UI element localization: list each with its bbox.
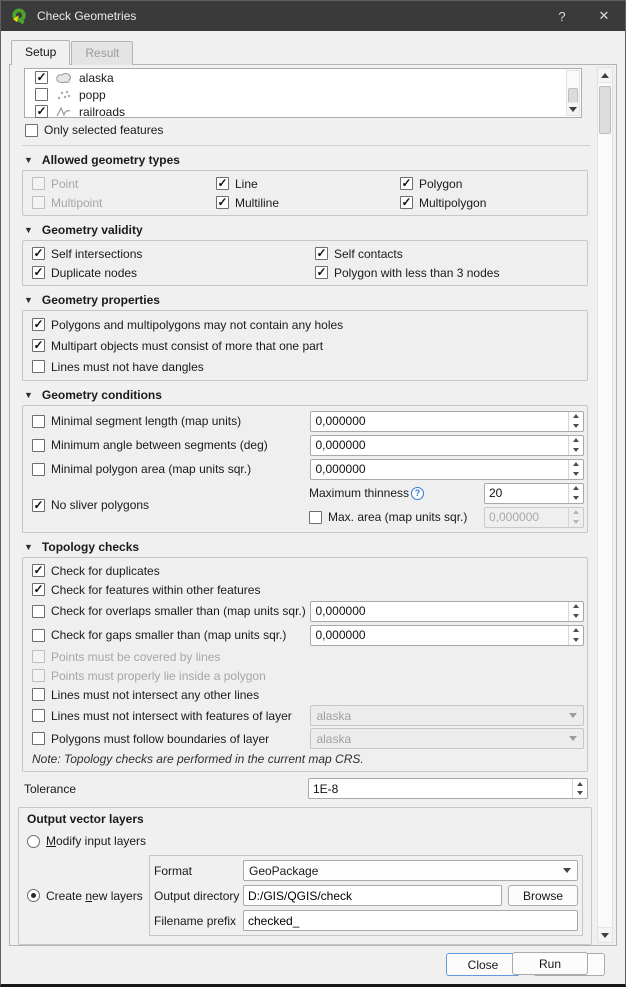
collapse-arrow-icon: ▼ <box>24 224 33 235</box>
layer-list-scrollbar[interactable] <box>566 70 580 116</box>
multipoint-checkbox <box>32 196 45 209</box>
max-area-spinbox <box>484 507 584 528</box>
output-settings-frame <box>149 855 583 936</box>
multipart-checkbox[interactable]: ✓ <box>33 338 44 352</box>
spin-up-icon <box>569 436 583 446</box>
layer-row-alaska[interactable] <box>25 69 581 86</box>
max-area-checkbox[interactable] <box>309 511 322 524</box>
self-intersections-checkbox[interactable]: ✓ <box>33 246 44 260</box>
overlaps-spinbox[interactable] <box>310 601 584 622</box>
divider <box>22 145 590 146</box>
scrollbar-thumb[interactable] <box>599 86 611 134</box>
spin-down-icon <box>569 635 583 645</box>
gaps-spinbox[interactable] <box>310 625 584 646</box>
section-title: Geometry properties <box>41 292 160 307</box>
polygon-boundaries-checkbox[interactable] <box>32 732 45 745</box>
maximum-thinness-label: Maximum thinness <box>308 486 410 500</box>
line-checkbox[interactable]: ✓ <box>217 176 228 190</box>
only-selected-row[interactable] <box>25 121 592 139</box>
intersect-layer-combobox: alaska <box>310 705 584 726</box>
section-allowed-geometry-types[interactable] <box>24 151 592 168</box>
qgis-logo-icon <box>10 7 28 25</box>
boundaries-layer-combobox: alaska <box>310 728 584 749</box>
chevron-down-icon <box>569 713 577 718</box>
modify-input-layers-radio[interactable] <box>27 835 40 848</box>
spin-down-icon <box>573 789 587 799</box>
scroll-down-icon[interactable] <box>567 102 579 115</box>
format-combobox[interactable]: GeoPackage <box>243 860 578 881</box>
maximum-thinness-spinbox[interactable] <box>484 483 584 504</box>
browse-button[interactable]: Browse <box>508 885 578 906</box>
create-new-layers-radio[interactable] <box>27 889 40 902</box>
spin-down-icon <box>569 421 583 431</box>
section-title: Topology checks <box>41 539 140 554</box>
close-window-icon[interactable]: ✕ <box>598 8 610 23</box>
collapse-arrow-icon: ▼ <box>24 389 33 400</box>
points-inside-polygon-checkbox <box>32 669 45 682</box>
polygon-layer-icon <box>55 72 72 84</box>
collapse-arrow-icon: ▼ <box>24 294 33 305</box>
create-new-layers-option[interactable]: Create new layers <box>27 889 149 903</box>
layer-name: popp <box>79 87 106 102</box>
modify-input-layers-option[interactable]: Modify input layers <box>27 831 583 851</box>
run-button[interactable]: Run <box>512 952 588 975</box>
spin-up-icon <box>569 484 583 494</box>
help-hint-icon[interactable]: ? <box>411 487 424 500</box>
topology-note: Note: Topology checks are performed in the current map CRS. <box>32 752 364 766</box>
spin-up-icon <box>569 460 583 470</box>
spin-up-icon <box>569 626 583 636</box>
chevron-down-icon <box>563 868 571 873</box>
min-segment-length-checkbox[interactable] <box>32 415 45 428</box>
line-layer-icon <box>55 106 72 118</box>
self-contacts-checkbox[interactable]: ✓ <box>316 246 327 260</box>
duplicate-nodes-checkbox[interactable]: ✓ <box>33 265 44 279</box>
tab-result: Result <box>71 41 133 65</box>
features-within-checkbox[interactable]: ✓ <box>33 582 44 596</box>
section-title: Geometry validity <box>41 222 143 237</box>
geometry-conditions-box: Minimal segment length (map units) 0,000000 Minimum angle between segments (deg) 0,000000 Minimal polygon area (map units sqr.) 0,000000 ✓ No sliver polygons Maximum thinness ? 20 Max. area (map units sqr.) 0,000000 <box>22 405 588 533</box>
tab-bar <box>11 41 617 65</box>
layer-row-popp[interactable] <box>25 86 581 103</box>
spin-up-icon <box>573 779 587 789</box>
point-layer-icon <box>55 89 72 101</box>
tolerance-row <box>18 776 592 801</box>
input-layer-list[interactable] <box>24 68 582 118</box>
only-selected-label: Only selected features <box>44 123 164 137</box>
section-geometry-conditions[interactable] <box>24 386 592 403</box>
layer-checkbox[interactable]: ✓ <box>36 70 47 84</box>
layer-name: alaska <box>79 70 114 85</box>
spin-down-icon <box>569 611 583 621</box>
min-segment-length-spinbox[interactable] <box>310 411 584 432</box>
points-covered-checkbox <box>32 650 45 663</box>
geometry-validity-box: ✓ Self intersections ✓ Self contacts ✓ Duplicate nodes ✓ Polygon with less than 3 nodes <box>22 240 588 286</box>
chevron-down-icon <box>569 736 577 741</box>
min-polygon-area-spinbox[interactable] <box>310 459 584 480</box>
layer-checkbox[interactable]: ✓ <box>36 104 47 118</box>
spin-down-icon <box>569 493 583 503</box>
section-geometry-properties[interactable] <box>24 291 592 308</box>
multiline-checkbox[interactable]: ✓ <box>217 195 228 209</box>
filename-prefix-label: Filename prefix <box>154 913 237 928</box>
layer-name: railroads <box>79 104 126 119</box>
spin-up-icon <box>569 412 583 422</box>
check-duplicates-checkbox[interactable]: ✓ <box>33 563 44 577</box>
section-title: Geometry conditions <box>41 387 162 402</box>
gaps-checkbox[interactable] <box>32 629 45 642</box>
section-geometry-validity[interactable] <box>24 221 592 238</box>
lines-intersect-layer-checkbox[interactable] <box>32 709 45 722</box>
spin-down-icon <box>569 469 583 479</box>
allowed-geometry-box: Point ✓ Line ✓ Polygon Multipoint ✓ Multiline ✓ Multipolygon <box>22 170 588 216</box>
multipolygon-checkbox[interactable]: ✓ <box>401 195 412 209</box>
title-bar[interactable] <box>1 1 625 31</box>
filename-prefix-input[interactable] <box>243 910 578 931</box>
no-holes-checkbox[interactable]: ✓ <box>33 317 44 331</box>
overlaps-checkbox[interactable] <box>32 605 45 618</box>
dangles-checkbox[interactable] <box>32 360 45 373</box>
min-angle-checkbox[interactable] <box>32 439 45 452</box>
tolerance-spinbox[interactable] <box>308 778 588 799</box>
section-topology-checks[interactable] <box>24 538 592 555</box>
topology-checks-box: ✓ Check for duplicates ✓ Check for features within other features Check for overlaps smaller than (map units sqr.) 0,000000 Check for gaps smaller than (map units sqr.) 0,000000 Points must be covered by lines Points must properly lie inside a polygon Lines must not intersect any other lines Lines must not intersect with features of layer alaska Polygons must follow boundaries of layer alaska Note: Topology checks are performed in the current map CRS. <box>22 557 588 772</box>
min-angle-spinbox[interactable] <box>310 435 584 456</box>
point-checkbox <box>32 177 45 190</box>
spin-up-icon <box>569 508 583 518</box>
spin-down-icon <box>569 517 583 527</box>
only-selected-checkbox[interactable] <box>25 124 38 137</box>
geometry-properties-box: ✓ Polygons and multipolygons may not contain any holes ✓ Multipart objects must consist of more that one part Lines must not have dangles <box>22 310 588 381</box>
output-directory-input[interactable] <box>243 885 502 906</box>
lines-intersect-lines-checkbox[interactable] <box>32 688 45 701</box>
layer-row-railroads[interactable] <box>25 103 581 120</box>
section-title: Allowed geometry types <box>41 152 180 167</box>
collapse-arrow-icon: ▼ <box>24 541 33 552</box>
scroll-up-icon[interactable] <box>598 68 612 83</box>
close-button[interactable]: Close <box>446 953 520 976</box>
output-vector-layers-group <box>18 807 592 945</box>
no-sliver-polygons-checkbox[interactable]: ✓ <box>33 497 44 512</box>
collapse-arrow-icon: ▼ <box>24 154 33 165</box>
main-scrollbar[interactable] <box>597 67 613 943</box>
layer-checkbox[interactable] <box>35 88 48 101</box>
spin-up-icon <box>569 602 583 612</box>
window-title: Check Geometries <box>37 9 137 23</box>
min-polygon-area-checkbox[interactable] <box>32 463 45 476</box>
tab-setup[interactable]: Setup <box>11 40 70 65</box>
help-window-button[interactable]: ? <box>558 8 566 24</box>
tolerance-label: Tolerance <box>24 781 77 796</box>
output-directory-label: Output directory <box>154 888 240 903</box>
scroll-down-icon[interactable] <box>598 927 612 942</box>
polygon-less-3-nodes-checkbox[interactable]: ✓ <box>316 265 327 279</box>
polygon-checkbox[interactable]: ✓ <box>401 176 412 190</box>
format-label: Format <box>154 863 193 878</box>
output-group-title: Output vector layers <box>27 812 144 826</box>
spin-down-icon <box>569 445 583 455</box>
